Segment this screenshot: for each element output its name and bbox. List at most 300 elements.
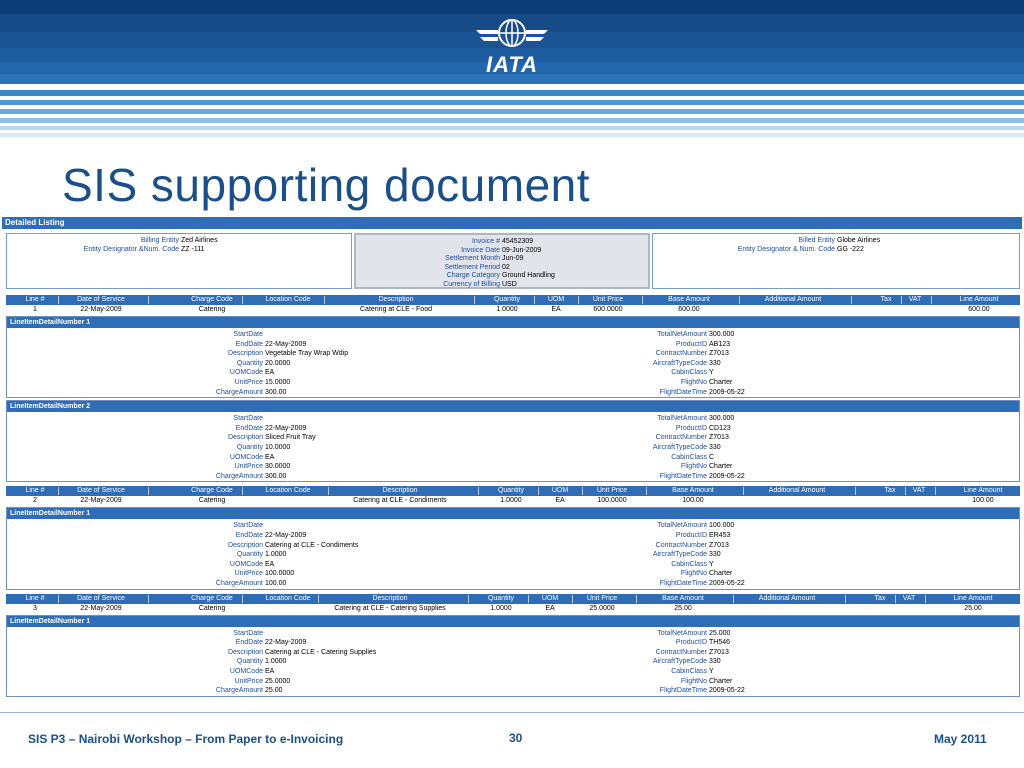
detail-field [601,560,745,570]
detail-value: 100.000 [709,522,735,530]
table-cell: 22-May-2009 [80,306,122,313]
detail-value: 20.0000 [265,359,291,367]
detail-label: StartDate [233,522,263,530]
field-value: 09-Jun-2009 [502,246,542,254]
table-cell: Catering [198,497,226,505]
detail-field [157,378,348,388]
column-separator [324,296,325,304]
detail-label: FlightDateTime [659,472,707,480]
column-header: Base Amount [662,594,704,602]
detail-label: UOMCode [229,453,263,461]
detail-value: EA [265,560,275,568]
table-cell: 25.0000 [589,604,615,612]
table-cell: 600.00 [968,306,990,313]
detail-field [157,414,316,424]
detail-label: ChargeAmount [215,472,263,480]
line-item-detail [6,400,1020,482]
column-separator [895,595,896,603]
detail-label: StartDate [233,415,263,423]
column-separator [578,296,579,304]
detail-value: ER453 [709,531,731,539]
detail-value: 22-May-2009 [265,340,307,348]
detail-label: FlightDateTime [659,687,707,695]
column-separator [538,487,539,495]
header-band [0,0,1024,148]
detail-label: ContractNumber [655,648,707,656]
column-header: Line # [25,296,45,303]
header-stripe [0,0,1024,14]
detail-value: Z7013 [709,648,729,656]
column-header: Base Amount [672,487,714,495]
detail-heading: LineItemDetailNumber 1 [7,317,1019,328]
listing-heading: Detailed Listing [2,217,1022,229]
field-label: Settlement Period [444,263,500,271]
column-separator [328,487,329,495]
column-header: Line # [25,594,45,602]
table-cell: 22-May-2009 [80,604,122,612]
detail-field [157,453,316,463]
detail-field [601,330,745,340]
detail-field [601,388,745,398]
detail-label: UnitPrice [234,570,263,578]
table-cell: 100.00 [682,497,704,505]
column-header: Location Code [265,594,311,602]
column-header: Line Amount [959,296,999,303]
detail-heading: LineItemDetailNumber 1 [7,508,1019,519]
info-field [356,280,517,290]
detail-field [601,531,745,541]
detail-label: ProductID [675,424,707,432]
field-label: Billed Entity [798,237,835,244]
column-separator [474,296,475,304]
detail-field [601,359,745,369]
iata-logo [472,16,552,78]
detail-label: EndDate [235,531,263,539]
detail-value: 2009-05-22 [709,472,745,480]
column-separator [148,487,149,495]
column-header: Location Code [265,296,311,303]
column-header: VAT [912,487,926,495]
table-row [6,305,1020,315]
field-value: 45452309 [502,238,534,245]
table-cell: EA [555,497,565,505]
column-separator [845,595,846,603]
detail-label: UOMCode [229,369,263,377]
detail-label: FlightNo [680,570,707,578]
table-cell: 100.0000 [597,497,627,505]
detail-value: 2009-05-22 [709,579,745,587]
table-cell: 1.0000 [500,497,522,505]
detail-field [157,388,348,398]
detail-field [157,560,358,570]
detail-value: 1.0000 [265,658,287,666]
column-header: VAT [908,296,922,303]
column-separator [582,487,583,495]
table-cell: Catering at CLE - Catering Supplies [334,604,446,612]
detail-field [157,677,376,687]
table-header [6,594,1020,604]
column-separator [58,595,59,603]
detail-field [157,433,316,443]
detail-label: FlightDateTime [659,388,707,396]
column-header: Tax [880,296,892,303]
detail-field [601,541,745,551]
detail-label: ChargeAmount [215,687,263,695]
detail-left-column [157,521,358,588]
detail-left-column [157,629,376,696]
detail-label: ChargeAmount [215,579,263,587]
column-separator [855,487,856,495]
detail-value: 22-May-2009 [265,424,307,432]
detail-field [157,330,348,340]
billing-entity-box [6,233,352,289]
column-header: Line Amount [963,487,1003,495]
field-value: Globe Airlines [837,237,881,244]
detail-value: Charter [709,570,733,578]
detail-field [157,521,358,531]
column-separator [901,296,902,304]
detail-field [601,521,745,531]
header-info [2,233,1022,293]
column-separator [478,487,479,495]
detail-label: CabinClass [671,667,707,675]
detail-value: Z7013 [709,541,729,549]
detail-value: AB123 [709,340,731,348]
detail-field [601,550,745,560]
line-item-detail [6,615,1020,697]
detail-label: Description [227,541,263,549]
detail-value: Z7013 [709,350,729,358]
column-header: Description [372,594,408,602]
table-cell: Catering [198,604,226,612]
footer-caption: SIS P3 – Nairobi Workshop – From Paper to e-Invoicing [28,732,344,746]
table-cell: 25.00 [964,604,982,612]
detail-field [157,472,316,482]
detail-label: ContractNumber [655,434,707,442]
column-header: Charge Code [191,487,233,495]
column-separator [318,595,319,603]
column-separator [58,487,59,495]
detail-label: AircraftTypeCode [652,443,707,451]
field-value: USD [502,281,517,288]
detail-label: CabinClass [671,453,707,461]
detail-value: 2009-05-22 [709,687,745,695]
detail-label: Description [227,434,263,442]
column-header: Description [382,487,418,495]
detail-label: ChargeAmount [215,388,263,396]
table-cell: 25.00 [674,604,692,612]
column-header: Quantity [497,487,525,495]
column-separator [646,487,647,495]
detail-value: C [709,453,715,461]
billed-entity-box [652,233,1020,289]
detail-field [601,349,745,359]
field-label: Currency of Billing [443,281,500,288]
detail-value: Y [709,560,714,568]
table-cell: 2 [33,497,37,505]
table-header [6,295,1020,305]
line-item-detail [6,507,1020,589]
globe-wings-icon [472,16,552,56]
detail-value: 25.0000 [265,677,291,685]
detail-value: Vegetable Tray Wrap Wdip [265,350,349,358]
column-separator [242,487,243,495]
field-label: Billing Entity [140,237,179,244]
table-cell: 100.00 [972,497,994,505]
column-header: Location Code [265,487,311,495]
detail-label: UnitPrice [234,378,263,386]
column-header: Date of Service [77,487,125,495]
detail-field [157,359,348,369]
detail-left-column [157,330,348,397]
detail-value: 330 [709,443,721,451]
detail-field [157,368,348,378]
detail-value: EA [265,369,275,377]
detail-field [601,424,745,434]
detail-heading: LineItemDetailNumber 2 [7,401,1019,412]
field-label: Invoice Date [461,246,500,254]
detail-value: 330 [709,551,721,559]
detail-field [157,424,316,434]
detail-value: 330 [709,359,721,367]
detail-label: FlightNo [680,378,707,386]
detail-field [601,686,745,696]
detail-field [601,453,745,463]
detail-label: UnitPrice [234,463,263,471]
invoice-box [354,233,650,289]
detail-left-column [157,414,316,481]
detail-label: ContractNumber [655,350,707,358]
detail-field [601,462,745,472]
column-header: Base Amount [668,296,710,303]
detail-label: AircraftTypeCode [652,551,707,559]
table-cell: 1.0000 [490,604,512,612]
detail-field [157,569,358,579]
column-header: Date of Service [77,594,125,602]
table-cell: EA [551,306,561,313]
detail-label: FlightNo [680,677,707,685]
detail-label: TotalNetAmount [657,331,707,338]
detail-label: Description [227,350,263,358]
slide-title: SIS supporting document [62,159,591,211]
detail-field [601,629,745,639]
detail-label: Description [227,648,263,656]
detail-value: 100.0000 [265,570,295,578]
detail-field [601,433,745,443]
column-separator [851,296,852,304]
logo-text: IATA [485,52,539,77]
footer-date: May 2011 [934,732,987,746]
detail-label: CabinClass [671,369,707,377]
column-header: Description [378,296,414,303]
detail-right-column [601,521,745,588]
column-separator [528,595,529,603]
detail-value: TH546 [709,639,731,647]
column-separator [905,487,906,495]
detail-value: Catering at CLE - Condiments [265,541,359,549]
detail-value: 25.000 [709,629,731,637]
detail-field [601,638,745,648]
detail-label: UOMCode [229,560,263,568]
column-header: UOM [551,487,569,495]
detail-field [601,677,745,687]
detail-field [157,638,376,648]
column-separator [743,487,744,495]
detail-field [601,414,745,424]
column-separator [636,595,637,603]
table-cell: EA [545,604,555,612]
detail-value: EA [265,453,275,461]
detail-value: 100.00 [265,579,287,587]
detail-value: 300.000 [709,415,735,423]
detail-value: 300.00 [265,472,287,480]
detail-value: CD123 [709,424,731,432]
detail-value: 15.0000 [265,378,291,386]
table-row [6,604,1020,614]
detail-heading: LineItemDetailNumber 1 [7,616,1019,627]
detail-label: AircraftTypeCode [652,658,707,666]
detail-value: Charter [709,463,733,471]
detail-label: ProductID [675,639,707,647]
field-label: Charge Category [446,272,500,280]
column-separator [739,296,740,304]
table-cell: 600.00 [678,306,700,313]
detail-label: EndDate [235,340,263,348]
detail-field [157,462,316,472]
detail-value: 300.00 [265,388,287,396]
detail-label: FlightDateTime [659,579,707,587]
column-header: Line # [25,487,45,495]
table-cell: Catering [198,306,226,313]
detail-value: Y [709,667,714,675]
field-value: ZZ -111 [181,245,205,253]
table-cell: 600.0000 [593,306,623,313]
detail-label: ContractNumber [655,541,707,549]
detail-label: ProductID [675,340,707,348]
column-header: Additional Amount [758,594,816,602]
info-field [653,245,864,255]
table-cell: Catering at CLE - Food [360,306,432,313]
detail-value: Charter [709,677,733,685]
detail-label: UOMCode [229,667,263,675]
detail-field [601,378,745,388]
column-header: UOM [541,594,559,602]
column-header: Date of Service [77,296,125,303]
detail-field [157,648,376,658]
detailed-listing [2,217,1022,693]
detail-value: 22-May-2009 [265,531,307,539]
table-header [6,486,1020,496]
detail-field [157,657,376,667]
detail-value: 30.0000 [265,463,291,471]
column-separator [925,595,926,603]
detail-value: 300.000 [709,331,735,338]
detail-label: Quantity [236,359,263,367]
detail-value: 1.0000 [265,551,287,559]
detail-value: 10.0000 [265,443,291,451]
column-separator [148,296,149,304]
detail-field [601,368,745,378]
table-cell: 22-May-2009 [80,497,122,505]
detail-value: Y [709,369,714,377]
column-separator [242,595,243,603]
detail-label: UnitPrice [234,677,263,685]
table-cell: 1 [33,306,37,313]
detail-field [601,667,745,677]
detail-label: StartDate [233,629,263,637]
header-stripe [0,133,1024,137]
detail-label: Quantity [236,551,263,559]
detail-label: Quantity [236,658,263,666]
detail-value: Charter [709,378,733,386]
detail-value: Catering at CLE - Catering Supplies [265,648,377,656]
detail-field [601,340,745,350]
field-value: 02 [502,263,510,271]
detail-right-column [601,629,745,696]
table-cell: 1.0000 [496,306,518,313]
detail-label: EndDate [235,639,263,647]
detail-label: StartDate [233,331,263,338]
detail-field [157,531,358,541]
detail-label: CabinClass [671,560,707,568]
detail-field [157,579,358,589]
column-header: Quantity [487,594,515,602]
detail-label: TotalNetAmount [657,522,707,530]
detail-value: Sliced Fruit Tray [265,434,316,442]
column-header: Tax [874,594,886,602]
column-header: Tax [884,487,896,495]
detail-field [157,686,376,696]
field-label: Entity Designator & Num. Code [737,245,835,253]
column-separator [572,595,573,603]
footer-divider [0,712,1024,713]
detail-right-column [601,330,745,397]
detail-field [157,349,348,359]
column-header: UOM [547,296,565,303]
detail-label: EndDate [235,424,263,432]
column-header: VAT [902,594,916,602]
field-label: Settlement Month [445,255,500,263]
detail-value: EA [265,667,275,675]
detail-right-column [601,414,745,481]
column-separator [931,296,932,304]
detail-label: TotalNetAmount [657,629,707,637]
detail-field [601,579,745,589]
column-header: Quantity [493,296,521,303]
column-separator [642,296,643,304]
column-header: Additional Amount [764,296,822,303]
detail-value: 2009-05-22 [709,388,745,396]
detail-field [157,629,376,639]
column-header: Line Amount [953,594,993,602]
column-separator [242,296,243,304]
detail-field [601,443,745,453]
column-header: Unit Price [596,487,628,495]
detail-field [157,340,348,350]
detail-field [157,443,316,453]
field-label: Entity Designator &Num. Code [83,245,179,253]
table-row [6,496,1020,506]
detail-field [601,472,745,482]
detail-label: FlightNo [680,463,707,471]
page-number: 30 [509,731,523,745]
detail-label: ProductID [675,531,707,539]
column-separator [935,487,936,495]
column-separator [148,595,149,603]
detail-value: 25.00 [265,687,283,695]
column-header: Charge Code [191,296,233,303]
field-value: Jun-09 [502,255,524,263]
